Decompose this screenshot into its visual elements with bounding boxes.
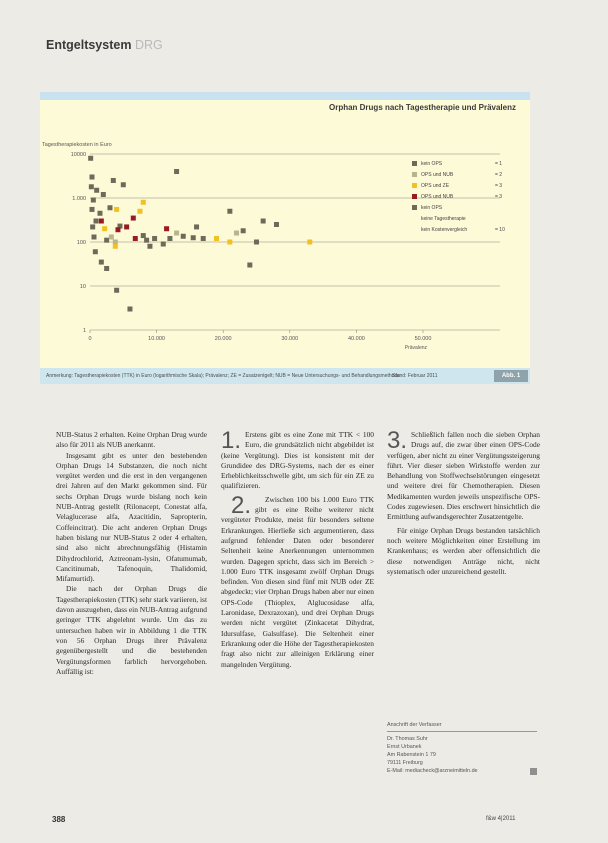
data-point bbox=[104, 266, 109, 271]
dropcap-number: 1. bbox=[221, 427, 242, 454]
data-point bbox=[109, 234, 114, 239]
header-accent: DRG bbox=[134, 38, 163, 52]
legend-count: = 3 bbox=[495, 183, 503, 189]
data-point bbox=[174, 169, 179, 174]
data-point bbox=[254, 240, 259, 245]
data-point bbox=[104, 238, 109, 243]
paragraph: Insgesamt gibt es unter den bestehenden Orphan Drugs 14 Substanzen, die noch nicht vergütet werden und die erst in den vergangenen drei Jahren auf den Markt gekommen sind. Für sechs Orphan Drugs wurde bislang noch kein NUB-Antrag gestellt (Rilonacept, Conestat alfa, Velaglucerase alfa, Azacitidin, Sapropterin, Coffeincitrat). Die acht anderen Orphan Drugs haben bislang nur NUB-Status 2 oder 4 erhalten, sind also nicht abrechnungsfähig (Histamin Dihydrochlorid, Aztreonam-lysin, Ofatumumab, Cancitinumab, Tafenoquin, Thalidomid, Mifamurtid). bbox=[56, 450, 207, 584]
x-axis-label: Prävalenz bbox=[404, 345, 427, 351]
data-point bbox=[121, 182, 126, 187]
y-tick-label: 1 bbox=[82, 328, 86, 334]
header-title: Entgeltsystem bbox=[46, 38, 132, 52]
data-point bbox=[152, 236, 157, 241]
legend-swatch bbox=[412, 194, 417, 199]
figure-box bbox=[40, 92, 530, 384]
data-point bbox=[227, 240, 232, 245]
legend-swatch bbox=[412, 183, 417, 188]
paragraph: NUB-Status 2 erhalten. Keine Orphan Drug wurde also für 2011 als NUB anerkannt. bbox=[56, 430, 207, 450]
scatter-chart bbox=[40, 92, 530, 368]
legend-label: OPS und ZE bbox=[421, 183, 450, 189]
issue-label: f&w 4|2011 bbox=[486, 816, 516, 822]
text-column-3 bbox=[387, 427, 540, 577]
data-point bbox=[191, 235, 196, 240]
data-point bbox=[115, 227, 120, 232]
data-point bbox=[89, 184, 94, 189]
legend-count: = 2 bbox=[495, 172, 503, 178]
data-point bbox=[99, 219, 104, 224]
data-point bbox=[102, 226, 107, 231]
paragraph: Für einige Orphan Drugs bestanden tatsächlich noch weitere Möglichkeiten einer Erstellung im Krankenhaus; es werden aber offensichtlich die diese notwendigen Anträge nicht, nicht systematisch oder unzureichend gestellt. bbox=[387, 525, 540, 576]
data-point bbox=[91, 198, 96, 203]
figure-title: Orphan Drugs nach Tagestherapie und Prävalenz bbox=[328, 103, 516, 112]
data-point bbox=[167, 236, 172, 241]
legend-count: = 1 bbox=[495, 161, 503, 167]
numbered-paragraph bbox=[387, 427, 540, 523]
data-point bbox=[114, 288, 119, 293]
data-point bbox=[114, 207, 119, 212]
data-point bbox=[164, 226, 169, 231]
x-tick-label: 50.000 bbox=[414, 336, 432, 342]
figure-caption-bar bbox=[40, 368, 530, 384]
data-point bbox=[101, 192, 106, 197]
data-point bbox=[89, 175, 94, 180]
author-block bbox=[387, 721, 537, 775]
data-point bbox=[88, 156, 93, 161]
legend-count: = 10 bbox=[495, 227, 505, 233]
legend-label: kein Kostenvergleich bbox=[421, 227, 468, 233]
page-number: 388 bbox=[52, 815, 66, 824]
numbered-paragraph bbox=[221, 427, 374, 492]
legend-swatch bbox=[412, 161, 417, 166]
data-point bbox=[94, 188, 99, 193]
data-point bbox=[113, 244, 118, 249]
author-line: 79111 Freiburg bbox=[387, 760, 423, 766]
paragraph: Die nach der Orphan Drugs die Tagestherapiekosten (TTK) sehr stark variieren, ist davon auszugehen, dass ein NUB-Antrag aufgrund geringer TTK abgelehnt wurde. Um das zu untersuchen haben wir in Abbildung 1 die TTK von 56 Orphan Drugs ihrer Prävalenz gegenübergestellt und die bestehenden Vergütungsformen farblich hervorgehoben. Auffällig ist: bbox=[56, 584, 207, 676]
figure-badge: Abb. 1 bbox=[494, 370, 528, 382]
numbered-paragraph bbox=[221, 491, 374, 670]
author-email: E-Mail: mediacheck@arzneimitteln.de bbox=[387, 768, 478, 774]
data-point bbox=[174, 231, 179, 236]
x-tick-label: 10.000 bbox=[148, 336, 166, 342]
x-tick-label: 0 bbox=[88, 336, 92, 342]
data-point bbox=[133, 236, 138, 241]
figure-source: Stand: Februar 2011 bbox=[392, 373, 438, 379]
author-line: Ernst Urbanek bbox=[387, 744, 422, 750]
data-point bbox=[307, 240, 312, 245]
y-tick-label: 10000 bbox=[70, 152, 86, 158]
text-column-2 bbox=[221, 427, 374, 673]
legend-label: kein OPS bbox=[421, 161, 443, 167]
data-point bbox=[194, 224, 199, 229]
data-point bbox=[144, 238, 149, 243]
y-tick-label: 10 bbox=[79, 284, 86, 290]
data-point bbox=[107, 205, 112, 210]
legend-swatch bbox=[412, 205, 417, 210]
y-axis-label: Tagestherapiekosten in Euro bbox=[42, 142, 112, 148]
data-point bbox=[97, 211, 102, 216]
paragraph-text: Erstens gibt es eine Zone mit TTK < 100 Euro, die grundsätzlich nicht abgebildet ist (keine Vergütung). Dies ist konsistent mit der Grundidee des DRG-Systems, nach der es einer Erheblichkeitsschwelle gibt, um sich für ein ZE zu qualifizieren. bbox=[221, 430, 374, 491]
legend-swatch bbox=[412, 172, 417, 177]
author-line: Dr. Thomas Suhr bbox=[387, 736, 428, 742]
author-line: Am Rabenstein 1 79 bbox=[387, 752, 436, 758]
data-point bbox=[181, 234, 186, 239]
data-point bbox=[247, 263, 252, 268]
data-point bbox=[91, 234, 96, 239]
data-point bbox=[214, 236, 219, 241]
data-point bbox=[241, 228, 246, 233]
data-point bbox=[124, 224, 129, 229]
data-point bbox=[261, 219, 266, 224]
legend-count: = 3 bbox=[495, 194, 503, 200]
x-tick-label: 20.000 bbox=[214, 336, 232, 342]
legend-label: keine Tagestherapie bbox=[421, 216, 466, 222]
data-point bbox=[141, 200, 146, 205]
data-point bbox=[161, 242, 166, 247]
data-point bbox=[93, 249, 98, 254]
data-point bbox=[99, 260, 104, 265]
data-point bbox=[137, 209, 142, 214]
data-point bbox=[227, 209, 232, 214]
figure-caption: Anmerkung: Tagestherapiekosten (TTK) in Euro (logarithmische Skala); Prävalenz; ZE = Zusatzentgelt; NUB = Neue Untersuchungs- und Behandlungsmethode bbox=[46, 373, 400, 379]
data-point bbox=[111, 178, 116, 183]
data-point bbox=[131, 216, 136, 221]
legend-label: kein OPS bbox=[421, 205, 443, 211]
data-point bbox=[274, 222, 279, 227]
y-tick-label: 1.000 bbox=[72, 196, 86, 202]
author-title: Anschrift der Verfasser bbox=[387, 721, 537, 732]
x-tick-label: 40.000 bbox=[347, 336, 365, 342]
data-point bbox=[93, 219, 98, 224]
data-point bbox=[201, 236, 206, 241]
legend-label: OPS und NUB bbox=[421, 194, 454, 200]
section-header bbox=[46, 38, 163, 52]
data-point bbox=[127, 307, 132, 312]
data-point bbox=[141, 233, 146, 238]
y-tick-label: 100 bbox=[76, 240, 86, 246]
data-point bbox=[90, 224, 95, 229]
data-point bbox=[89, 207, 94, 212]
paragraph-text: Schließlich fallen noch die sieben Orphan Drugs auf, die zwar über einen OPS-Code verfügen, aber nicht zu einer Vergütungssteigerung führt. Vier dieser sieben Wirkstoffe werden zur Behandlung von Stoffwechselstörungen eingesetzt und weitere drei für Chemotherapien. Diesen Medikamenten wurden jeweils unspezifische OPS-Codes zugewiesen. Dies erschwert hinsichtlich die Ermittlung aufwandsgerechter Zusatzentgelte. bbox=[387, 430, 540, 522]
dropcap-number: 3. bbox=[387, 427, 408, 454]
text-column-1 bbox=[56, 430, 207, 677]
data-point bbox=[147, 244, 152, 249]
paragraph-text: Zwischen 100 bis 1.000 Euro TTK gibt es eine Reihe weiterer nicht vergüteter Produkte, meist für besonders seltene Erkrankungen. Hierließe sich argumentieren, dass aufgrund fehlender Daten oder besonderer Seltenheit keine Anerkennungen unternommen wurden. Dagegen spricht, dass sich im Bereich > 1.000 Euro TTK insgesamt zwölf Orphan Drugs befinden. Von diesen sind fünf mit NUB oder ZE abgedeckt; vier Orphan Drugs haben aber nur einen OPS-Code (Thioplex, Alglucosidase alfa, Laronidase, Dexrazoxan), und drei Orphan Drugs werden nicht vergütet (Zinkacetat Dihydrat, Idursulfase, Galsulfase). Die Seltenheit einer Erkrankung oder die Höhe der Tagestherapiekosten fragt also nicht zur alleinigen Erklärung einer mangelnden Vergütung. bbox=[221, 494, 374, 669]
dropcap-number: 2. bbox=[231, 491, 252, 519]
end-marker bbox=[530, 768, 537, 775]
x-tick-label: 30.000 bbox=[281, 336, 299, 342]
data-point bbox=[234, 231, 239, 236]
legend-label: OPS und NUB bbox=[421, 172, 454, 178]
data-point bbox=[113, 240, 118, 245]
